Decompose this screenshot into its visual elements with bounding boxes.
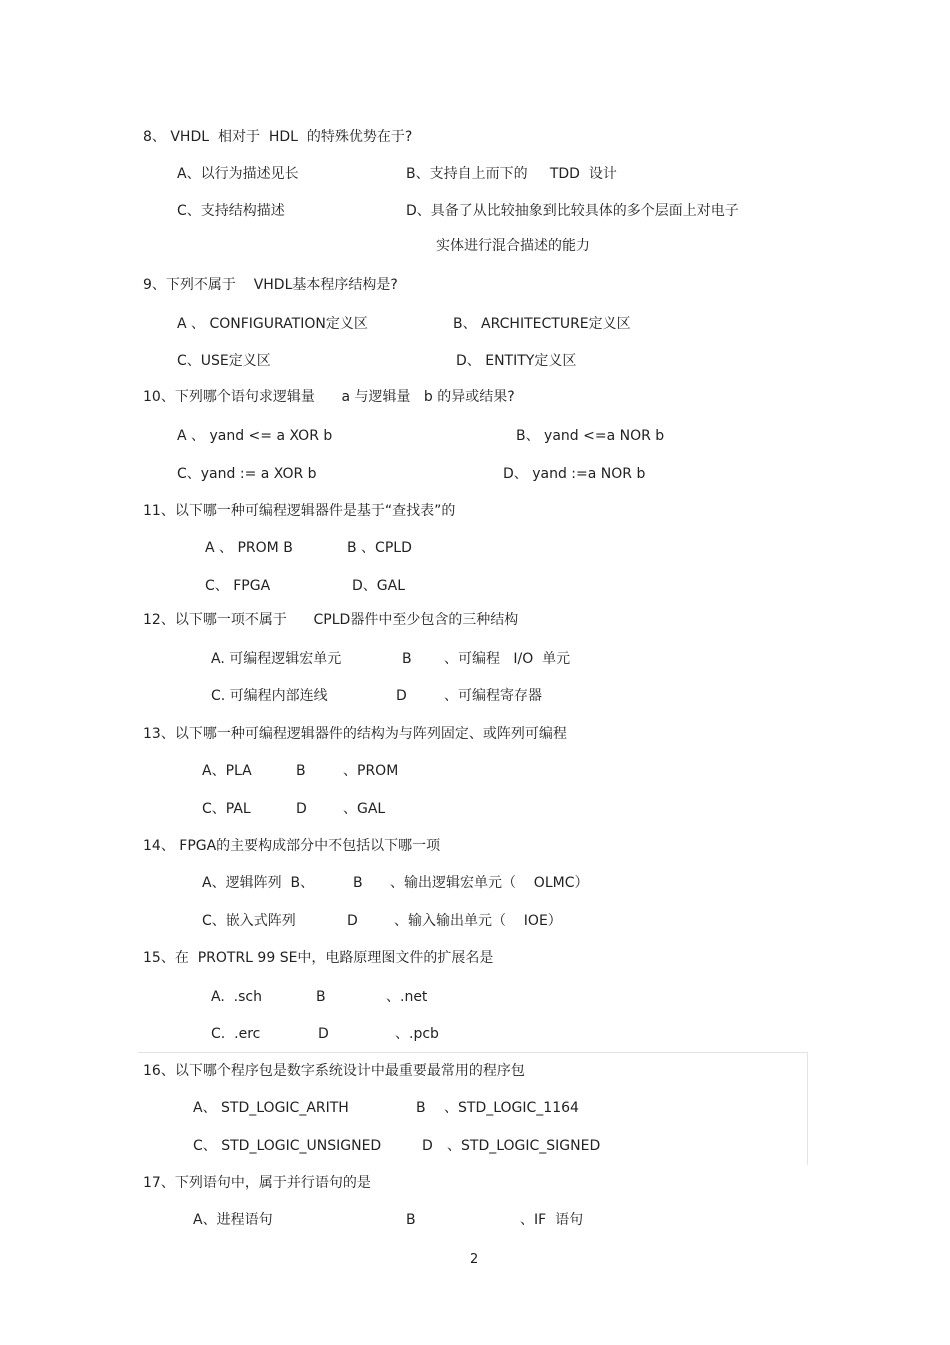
question-15-stem: 15、在 PROTRL 99 SE中，电路原理图文件的扩展名是 bbox=[143, 950, 494, 966]
question-13-option-d: 、GAL bbox=[343, 801, 386, 817]
question-14-stem: 14、 FPGA的主要构成部分中不包括以下哪一项 bbox=[143, 838, 441, 854]
question-9-option-c: C、USE定义区 bbox=[177, 353, 271, 369]
question-14-option-a: A、逻辑阵列 B、 bbox=[202, 875, 315, 891]
question-12-option-b: 、可编程 I/O 单元 bbox=[444, 651, 571, 667]
question-13-option-b: 、PROM bbox=[343, 763, 399, 779]
question-12-option-a: A. 可编程逻辑宏单元 bbox=[211, 651, 342, 667]
question-11-option-d: D、GAL bbox=[352, 578, 406, 594]
question-10-stem: 10、下列哪个语句求逻辑量 a 与逻辑量 b 的异或结果? bbox=[143, 389, 515, 405]
question-13-option-a: A、PLA bbox=[202, 763, 252, 779]
question-13-option-d-letter: D bbox=[296, 801, 307, 817]
question-9-option-a: A 、 CONFIGURATION定义区 bbox=[177, 316, 368, 332]
question-13-option-b-letter: B bbox=[296, 763, 306, 779]
question-9-stem: 9、下列不属于 VHDL基本程序结构是? bbox=[143, 277, 398, 293]
question-13-option-c: C、PAL bbox=[202, 801, 251, 817]
question-16-option-d-letter: D bbox=[422, 1138, 433, 1154]
question-15-option-c: C. .erc bbox=[211, 1026, 261, 1042]
question-8-stem: 8、 VHDL 相对于 HDL 的特殊优势在于? bbox=[143, 129, 413, 145]
question-16-option-a: A、 STD_LOGIC_ARITH bbox=[193, 1100, 349, 1116]
question-13-stem: 13、以下哪一种可编程逻辑器件的结构为与阵列固定、或阵列可编程 bbox=[143, 726, 567, 742]
question-16-option-c: C、 STD_LOGIC_UNSIGNED bbox=[193, 1138, 382, 1154]
question-15-option-b-letter: B bbox=[316, 989, 326, 1005]
question-11-option-c: C、 FPGA bbox=[205, 578, 271, 594]
question-14-option-c: C、嵌入式阵列 bbox=[202, 913, 296, 929]
page-number: 2 bbox=[470, 1252, 479, 1267]
question-14-option-b: 、输出逻辑宏单元（ OLMC） bbox=[390, 875, 589, 891]
question-12-option-c: C. 可编程内部连线 bbox=[211, 688, 328, 704]
question-17-option-b: 、IF 语句 bbox=[520, 1212, 584, 1228]
question-9-option-b: B、 ARCHITECTURE定义区 bbox=[453, 316, 631, 332]
question-12-option-d-letter: D bbox=[396, 688, 407, 704]
question-11-stem: 11、以下哪一种可编程逻辑器件是基于“查找表”的 bbox=[143, 503, 456, 519]
question-9-option-d: D、 ENTITY定义区 bbox=[456, 353, 577, 369]
question-11-option-a: A 、 PROM B bbox=[205, 540, 293, 556]
question-16-option-d: 、STD_LOGIC_SIGNED bbox=[447, 1138, 601, 1154]
question-15-option-d-letter: D bbox=[318, 1026, 329, 1042]
question-12-option-d: 、可编程寄存器 bbox=[444, 688, 542, 704]
question-8-option-c: C、支持结构描述 bbox=[177, 203, 285, 219]
question-14-option-d: 、输入输出单元（ IOE） bbox=[394, 913, 562, 929]
question-10-option-a: A 、 yand <= a XOR b bbox=[177, 428, 333, 444]
question-12-stem: 12、以下哪一项不属于 CPLD器件中至少包含的三种结构 bbox=[143, 612, 519, 628]
question-15-option-d: 、.pcb bbox=[395, 1026, 439, 1042]
question-10-option-b: B、 yand <=a NOR b bbox=[516, 428, 665, 444]
question-17-option-a: A、进程语句 bbox=[193, 1212, 273, 1228]
question-8-option-b: B、支持自上而下的 TDD 设计 bbox=[406, 166, 617, 182]
question-15-option-b: 、.net bbox=[386, 989, 428, 1005]
question-8-option-d-continued: 实体进行混合描述的能力 bbox=[436, 238, 590, 254]
question-14-option-d-letter: D bbox=[347, 913, 358, 929]
question-8-option-d: D、具备了从比较抽象到比较具体的多个层面上对电子 bbox=[406, 203, 739, 219]
question-16-option-b-letter: B bbox=[416, 1100, 426, 1116]
question-11-option-b: B 、CPLD bbox=[347, 540, 412, 556]
question-10-option-c: C、yand := a XOR b bbox=[177, 466, 317, 482]
question-17-stem: 17、下列语句中，属于并行语句的是 bbox=[143, 1175, 371, 1191]
question-8-option-a: A、以行为描述见长 bbox=[177, 166, 299, 182]
question-14-option-b-letter: B bbox=[353, 875, 363, 891]
question-12-option-b-letter: B bbox=[402, 651, 412, 667]
question-16-option-b: 、STD_LOGIC_1164 bbox=[444, 1100, 579, 1116]
question-15-option-a: A. .sch bbox=[211, 989, 262, 1005]
question-17-option-b-letter: B bbox=[406, 1212, 416, 1228]
question-16-stem: 16、以下哪个程序包是数字系统设计中最重要最常用的程序包 bbox=[143, 1063, 525, 1079]
question-10-option-d: D、 yand :=a NOR b bbox=[503, 466, 646, 482]
